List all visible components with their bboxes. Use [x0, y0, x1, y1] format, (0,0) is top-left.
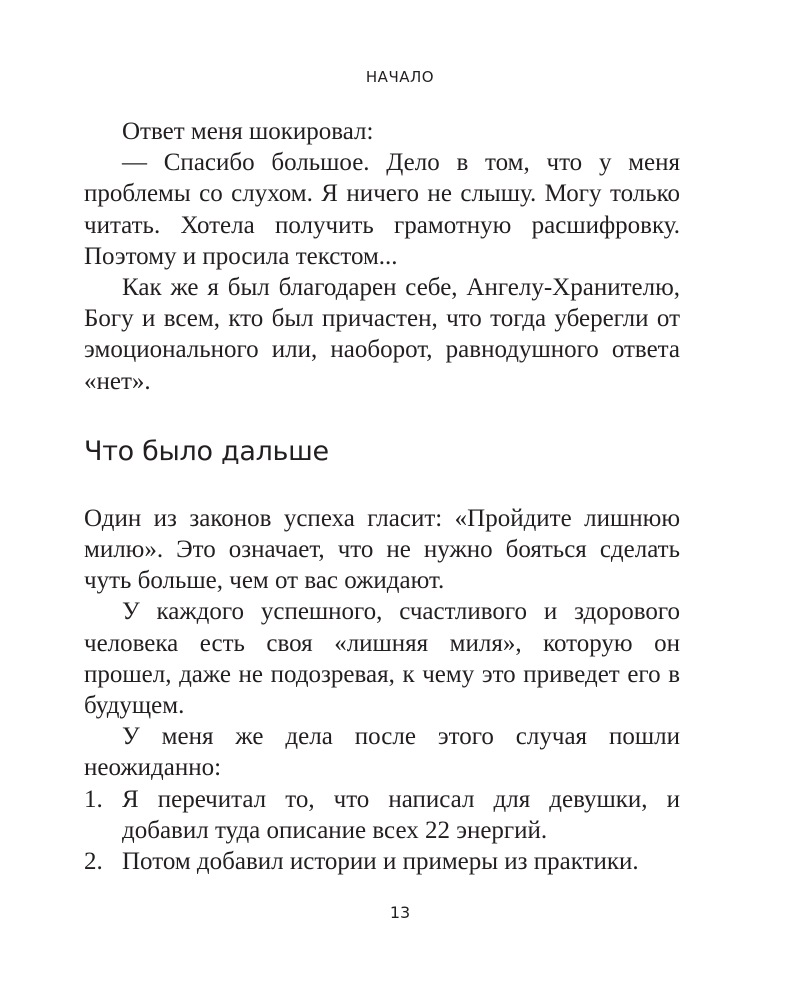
- paragraph: Как же я был благодарен себе, Ангелу-Хранителю, Богу и всем, кто был причастен, что тогда уберегли от эмоционального или, наоборот, равнодушного ответа «нет».: [84, 274, 680, 395]
- list-item: [84, 784, 680, 846]
- paragraph: У меня же дела после этого случая пошли неожиданно:: [84, 723, 680, 782]
- paragraph: Ответ меня шокировал:: [122, 118, 374, 145]
- list-item-number: 1.: [84, 785, 103, 813]
- page-body: [84, 116, 680, 877]
- numbered-list: [84, 784, 680, 878]
- section-heading: Что было дальше: [84, 435, 329, 467]
- paragraph: У каждого успешного, счастливого и здорового человека есть своя «лишняя миля», которую он прошел, даже не подозревая, к чему это приведет его в будущем.: [84, 598, 680, 720]
- list-item-text: Я перечитал то, что написал для девушки, и добавил туда описание всех 22 энергий.: [122, 785, 680, 844]
- list-item: [84, 846, 680, 877]
- paragraph: — Спасибо большое. Дело в том, что у меня проблемы со слухом. Я ничего не слышу. Могу только читать. Хотела получить грамотную расшифровку. Поэтому и просила текстом...: [84, 149, 680, 270]
- list-item-text: Потом добавил истории и примеры из практики.: [122, 848, 639, 876]
- page-number: 13: [389, 903, 411, 922]
- paragraph: Один из законов успеха гласит: «Пройдите лишнюю милю». Это означает, что не нужно бояться сделать чуть больше, чем от вас ожидают.: [84, 504, 680, 595]
- list-item-number: 2.: [84, 848, 103, 876]
- running-head: НАЧАЛО: [365, 68, 435, 86]
